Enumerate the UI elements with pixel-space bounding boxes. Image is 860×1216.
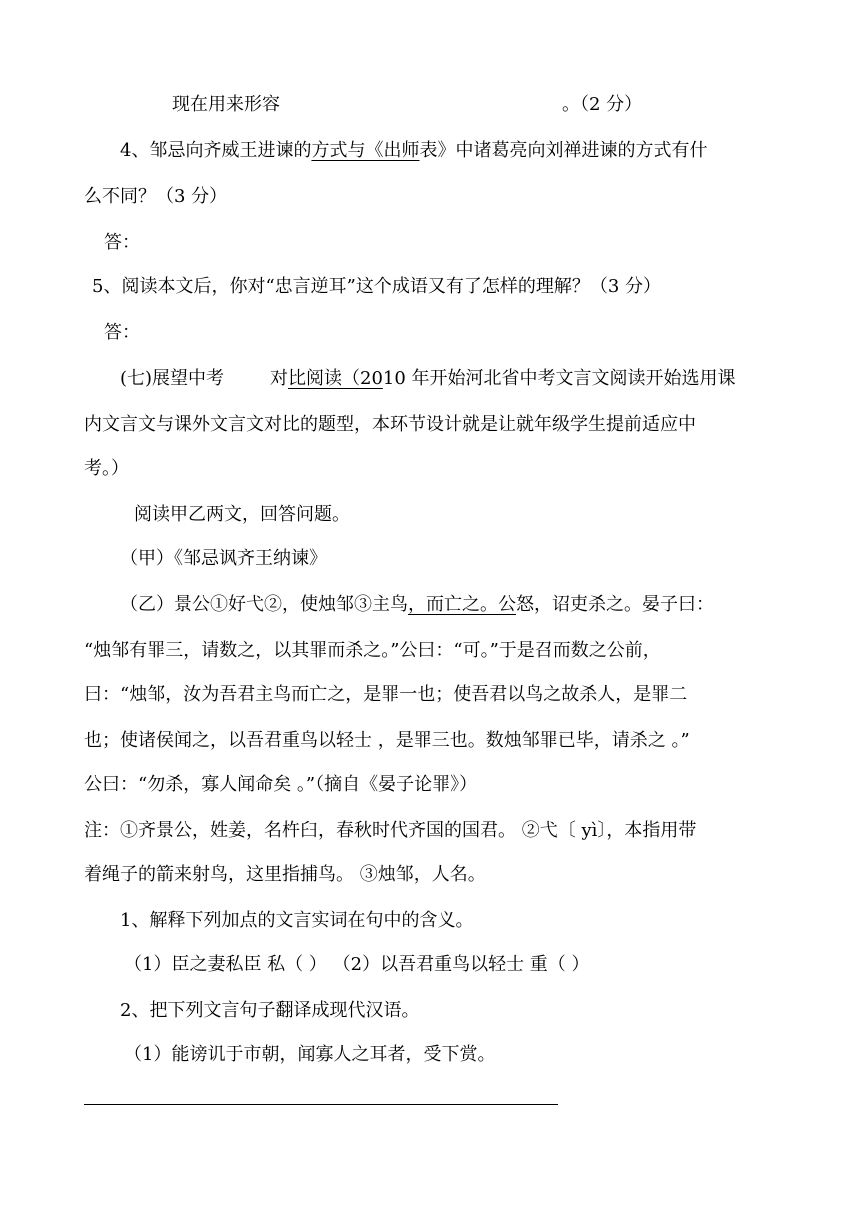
question-4 — [120, 138, 707, 164]
passage-line-3 — [84, 682, 687, 708]
question-4-underlined: 方式与《出师 — [311, 140, 420, 161]
note-line-2 — [84, 862, 486, 888]
text-yi-post: 怒，诏吏杀之。晏子曰： — [516, 594, 714, 615]
line-xianzai — [172, 92, 280, 118]
text-yi — [120, 592, 714, 618]
passage-line-4-text: 也；使诸侯闻之，以吾君重鸟以轻士 ，是罪三也。数烛邹罪已毕，请杀之 。” — [84, 730, 690, 751]
reading-instruction-text: 阅读甲乙两文，回答问题。 — [134, 504, 350, 525]
answer-2-label: 答： — [104, 322, 140, 343]
section-7-underlined: 比阅读（20 — [288, 368, 383, 389]
text-xianzai-score: 。（2 分） — [562, 94, 643, 115]
passage-line-3-text: 曰：“烛邹，汝为吾君主鸟而亡之，是罪一也；使吾君以鸟之故杀人，是罪二 — [84, 684, 688, 705]
task-1-items — [124, 952, 590, 978]
answer-1 — [104, 230, 140, 256]
task-1-items-text: （1）臣之妻私臣 私（ ） （2）以吾君重鸟以轻士 重（ ） — [124, 954, 590, 975]
passage-line-5-text: 公曰：“勿杀，寡人闻命矣 。”（摘自《晏子论罪》） — [84, 774, 478, 795]
section-7-line-3-text: 考。） — [84, 458, 129, 479]
question-4-cont — [84, 184, 227, 210]
text-xianzai: 现在用来形容 — [172, 94, 280, 115]
section-7-heading: (七)展望中考 — [120, 368, 225, 389]
section-7-title — [120, 366, 224, 392]
task-1-text: 1、解释下列加点的文言实词在句中的含义。 — [120, 910, 474, 931]
passage-line-5 — [84, 772, 477, 798]
line-xianzai-score — [562, 92, 642, 118]
note-line-1-text: 注：①齐景公，姓姜，名杵臼，春秋时代齐国的国君。 ②弋〔 yì〕，本指用带 — [84, 820, 697, 841]
text-yi-underlined: ，而亡之。公 — [408, 594, 516, 615]
task-2-text: 2、把下列文言句子翻译成现代汉语。 — [120, 1000, 420, 1021]
answer-line — [84, 1104, 558, 1105]
section-7-rest: 10 年开始河北省中考文言文阅读开始选用课 — [382, 368, 736, 389]
section-7-dui: 对 — [270, 368, 288, 389]
note-line-2-text: 着绳子的箭来射鸟，这里指捕鸟。 ③烛邹，人名。 — [84, 864, 486, 885]
question-5-text: 5、阅读本文后，你对“忠言逆耳”这个成语又有了怎样的理解？（3 分） — [92, 276, 662, 297]
section-7-line-2 — [84, 412, 696, 438]
question-4-pre: 4、邹忌向齐威王进谏的 — [120, 140, 312, 161]
passage-line-2 — [84, 638, 661, 664]
task-1 — [120, 908, 473, 934]
section-7-intro — [270, 366, 736, 392]
task-2 — [120, 998, 419, 1024]
note-line-1 — [84, 818, 696, 844]
question-5 — [92, 274, 661, 300]
passage-line-4 — [84, 728, 690, 754]
text-jia-title: （甲）《邹忌讽齐王纳谏》 — [120, 548, 327, 569]
text-yi-pre: （乙）景公①好弋②，使烛邹③主鸟 — [120, 594, 408, 615]
answer-2 — [104, 320, 140, 346]
section-7-line-3 — [84, 456, 129, 482]
task-2-item-1 — [124, 1042, 495, 1068]
reading-instruction — [134, 502, 350, 528]
question-4-post: 表》中诸葛亮向刘禅进谏的方式有什 — [419, 140, 708, 161]
passage-line-2-text: “烛邹有罪三，请数之，以其罪而杀之。”公曰：“可。”于是召而数之公前， — [84, 640, 661, 661]
task-2-item-1-text: （1）能谤讥于市朝，闻寡人之耳者，受下赏。 — [124, 1044, 496, 1065]
section-7-line-2-text: 内文言文与课外文言文对比的题型，本环节设计就是让就年级学生提前适应中 — [84, 414, 696, 435]
question-4-cont-text: 么不同？（3 分） — [84, 186, 228, 207]
answer-1-label: 答： — [104, 232, 140, 253]
text-jia — [120, 546, 327, 572]
